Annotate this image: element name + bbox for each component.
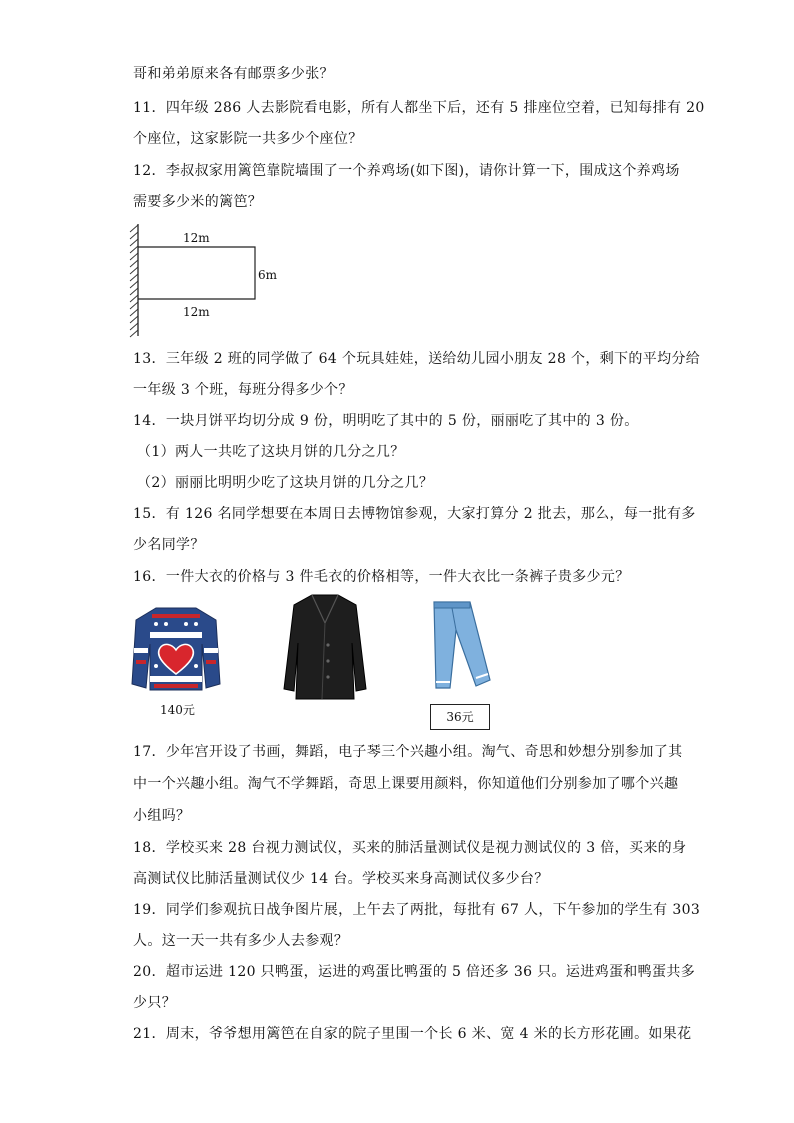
question-17-line-3: 小组吗？ [133,808,191,824]
question-13-line-1: 13．三年级 2 班的同学做了 64 个玩具娃娃，送给幼儿园小朋友 28 个，剩下的平均分给 [133,351,701,367]
wall-hatching [130,225,138,337]
question-18-line-1: 18．学校买来 28 台视力测试仪，买来的肺活量测试仪是视力测试仪的 3 倍，买来的身 [133,840,687,856]
question-17-line-2: 中一个兴趣小组。淘气不学舞蹈，奇思上课要用颜料，你知道他们分别参加了哪个兴趣 [133,776,679,792]
question-17-line-1: 17．少年宫开设了书画，舞蹈，电子琴三个兴趣小组。淘气、奇思和妙想分别参加了其 [133,744,683,760]
question-14-part-2: （2）丽丽比明明少吃了这块月饼的几分之几？ [137,475,434,491]
question-19-line-1: 19．同学们参观抗日战争图片展，上午去了两批，每批有 67 人，下午参加的学生有 303 [133,902,701,918]
question-15-line-2: 少名同学？ [133,537,205,553]
question-20-line-1: 20．超市运进 120 只鸭蛋，运进的鸡蛋比鸭蛋的 5 倍还多 36 只。运进鸡蛋和鸭蛋共多 [133,964,696,980]
question-11-line-2: 个座位，这家影院一共多少个座位？ [133,131,363,147]
text-line: 哥和弟弟原来各有邮票多少张？ [133,66,334,82]
question-12-line-1: 12．李叔叔家用篱笆靠院墙围了一个养鸡场(如下图)，请你计算一下，围成这个养鸡场 [133,163,680,179]
sweater-image [130,604,222,694]
question-15-line-1: 15．有 126 名同学想要在本周日去博物馆参观，大家打算分 2 批去，那么，每一批有多 [133,506,696,522]
question-14-part-1: （1）两人一共吃了这块月饼的几分之几？ [137,444,405,460]
question-18-line-2: 高测试仪比肺活量测试仪少 14 台。学校买来身高测试仪多少台？ [133,871,549,887]
right-length-label: 6m [258,268,278,282]
question-11-line-1: 11．四年级 286 人去影院看电影，所有人都坐下后，还有 5 排座位空着，已知每排有 20 [133,100,705,116]
pants-image [430,600,492,692]
question-21-line-1: 21．周末，爷爷想用篱笆在自家的院子里围一个长 6 米、宽 4 米的长方形花圃。如果花 [133,1026,692,1042]
pants-price-box: 36元 [430,704,490,730]
question-12-line-2: 需要多少米的篱笆？ [133,194,263,210]
question-19-line-2: 人。这一天一共有多少人去参观？ [133,933,349,949]
top-length-label: 12m [183,231,210,245]
sweater-price-label: 140元 [160,703,195,717]
coat-image [282,593,368,703]
bottom-length-label: 12m [183,305,210,319]
question-13-line-2: 一年级 3 个班，每班分得多少个？ [133,382,353,398]
fence-rectangle [138,247,255,299]
question-16-line: 16．一件大衣的价格与 3 件毛衣的价格相等，一件大衣比一条裤子贵多少元？ [133,569,630,585]
question-14-line: 14．一块月饼平均切分成 9 份，明明吃了其中的 5 份，丽丽吃了其中的 3 份。 [133,413,639,429]
question-20-line-2: 少只？ [133,995,177,1011]
